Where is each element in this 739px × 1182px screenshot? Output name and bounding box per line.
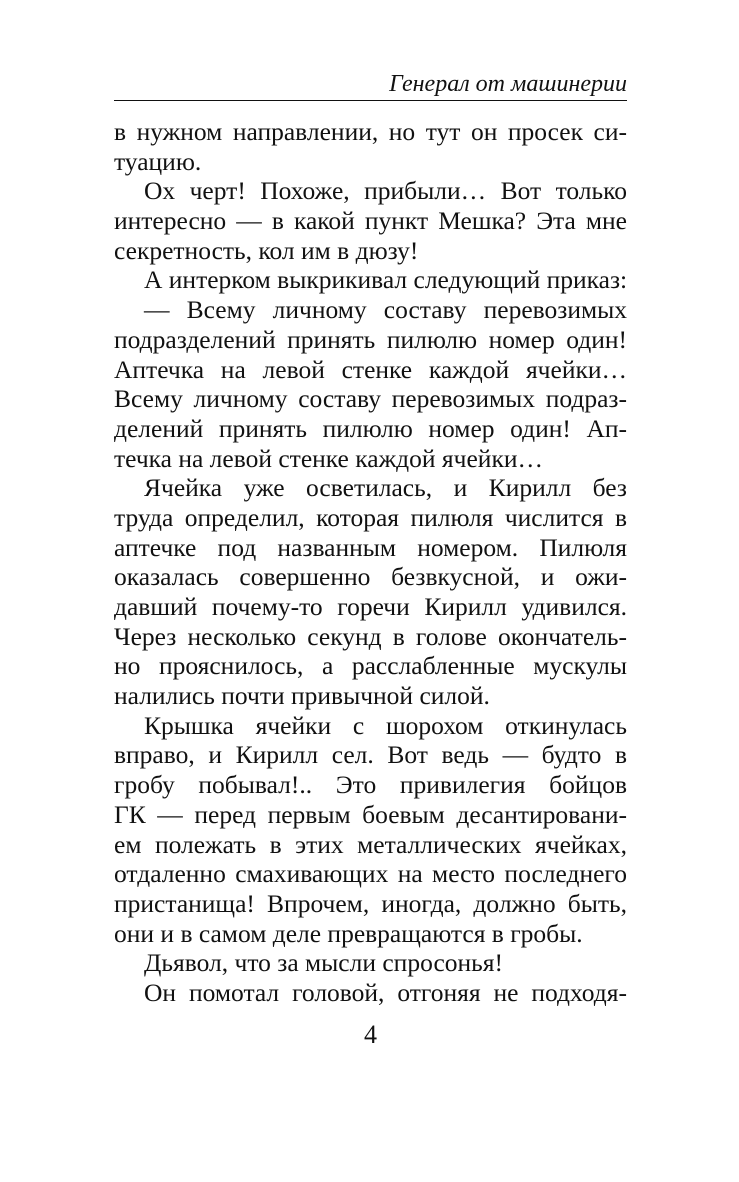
- text-line: но прояснилось, а расслабленные мускулы: [114, 651, 627, 681]
- text-line: Всему личному составу перевозимых подраз-: [114, 384, 627, 414]
- text-line: пристанища! Впрочем, иногда, должно быть,: [114, 888, 627, 918]
- page-number: 4: [364, 1020, 377, 1049]
- text-line: интересно — в какой пункт Мешка? Эта мне: [114, 206, 627, 236]
- text-line: гробу побывал!.. Это привилегия бойцов: [114, 770, 627, 800]
- body-text: [114, 117, 627, 1008]
- text-line: делений принять пилюлю номер один! Ап-: [114, 413, 627, 443]
- text-line: ГК — перед первым боевым десантировани-: [114, 799, 627, 829]
- text-line: Аптечка на левой стенке каждой ячейки…: [114, 354, 627, 384]
- text-line: подразделений принять пилюлю номер один!: [114, 324, 627, 354]
- text-line: аптечке под названным номером. Пилюля: [114, 532, 627, 562]
- text-line: ем полежать в этих металлических ячейках,: [114, 829, 627, 859]
- text-line: Крышка ячейки с шорохом откинулась: [144, 710, 627, 740]
- text-line: течка на левой стенке каждой ячейки…: [114, 443, 543, 473]
- text-line: оказалась совершенно безвкусной, и ожи-: [114, 562, 627, 592]
- text-line: налились почти привычной силой.: [114, 681, 490, 711]
- text-line: Он помотал головой, отгоняя не подходя-: [144, 977, 627, 1007]
- text-line: секретность, кол им в дюзу!: [114, 235, 419, 265]
- text-line: Ох черт! Похоже, прибыли… Вот только: [144, 176, 627, 206]
- text-line: Ячейка уже осветилась, и Кирилл без: [144, 473, 627, 503]
- text-line: они и в самом деле превращаются в гробы.: [114, 918, 583, 948]
- text-line: Через несколько секунд в голове окончатель-: [114, 621, 627, 651]
- text-line: — Всему личному составу перевозимых: [144, 295, 627, 325]
- text-line: вправо, и Кирилл сел. Вот ведь — будто в: [114, 740, 627, 770]
- text-line: А интерком выкрикивал следующий приказ:: [144, 265, 628, 295]
- text-line: Дьявол, что за мысли спросонья!: [144, 948, 504, 978]
- text-line: давший почему-то горечи Кирилл удивился.: [114, 592, 627, 621]
- text-line: в нужном направлении, но тут он просек си-: [114, 117, 627, 146]
- text-line: труда определил, которая пилюля числится в: [114, 502, 627, 532]
- text-line: отдаленно смахивающих на место последнего: [114, 859, 627, 889]
- text-line: туацию.: [114, 146, 202, 176]
- running-title: Генерал от машинерии: [114, 68, 627, 101]
